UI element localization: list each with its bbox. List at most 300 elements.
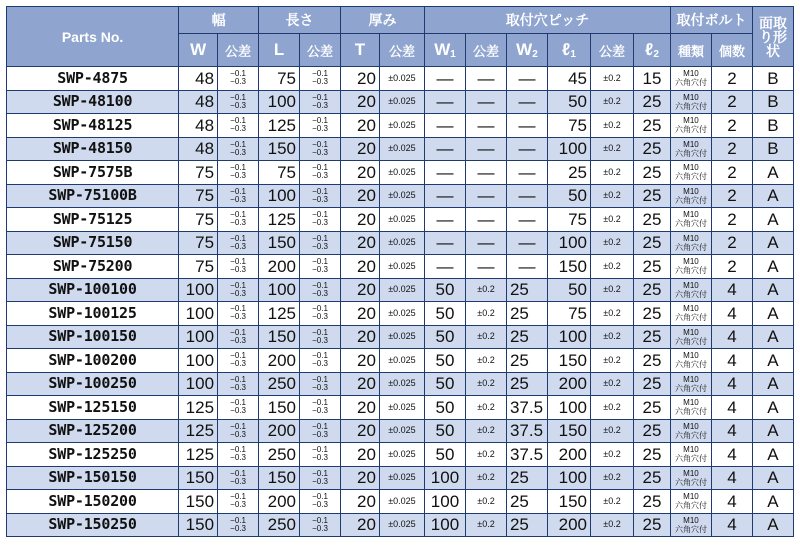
w1-tolerance-cell: ±0.2 <box>465 372 506 396</box>
tolerance-upper: −0.1 <box>230 421 246 431</box>
length-tolerance-cell <box>300 349 341 373</box>
header-w1-sub: 1 <box>450 49 456 60</box>
tolerance-upper: −0.1 <box>230 374 246 384</box>
l1-tolerance-cell: ±0.2 <box>590 419 633 443</box>
bolt-count-cell: 4 <box>711 443 752 467</box>
tolerance-upper: −0.1 <box>230 186 246 196</box>
l1-tolerance-cell: ±0.2 <box>590 278 633 302</box>
table-row <box>7 372 794 396</box>
l2-cell: 25 <box>634 231 671 255</box>
tolerance-upper: −0.1 <box>312 233 328 243</box>
header-width: 幅 <box>179 7 259 34</box>
w2-cell: 25 <box>506 278 547 302</box>
l1-tolerance-cell: ±0.2 <box>590 90 633 114</box>
part-number-cell: SWP-48125 <box>7 114 179 138</box>
l1-cell: 150 <box>547 419 590 443</box>
w1-tolerance-cell: ±0.2 <box>465 302 506 326</box>
tolerance-lower: −0.3 <box>312 218 328 228</box>
bolt-count-cell: 4 <box>711 349 752 373</box>
part-number-cell: SWP-125200 <box>7 419 179 443</box>
w1-cell: — <box>425 114 466 138</box>
tolerance-lower: −0.3 <box>312 429 328 439</box>
l1-cell: 50 <box>547 90 590 114</box>
w2-cell: — <box>506 137 547 161</box>
length-tolerance-cell <box>300 302 341 326</box>
w1-cell: 100 <box>425 513 466 537</box>
l1-cell: 100 <box>547 231 590 255</box>
tolerance-lower: −0.3 <box>230 500 246 510</box>
chamfer-shape-cell: A <box>752 255 793 279</box>
tolerance-lower: −0.3 <box>312 312 328 322</box>
tolerance-lower: −0.3 <box>230 523 246 533</box>
tolerance-lower: −0.3 <box>230 77 246 87</box>
bolt-kind-cell <box>670 466 711 490</box>
header-chamfer-shape: 面取り形状 <box>752 7 793 67</box>
l2-cell: 25 <box>634 513 671 537</box>
bolt-size: M10 <box>683 280 699 290</box>
l2-cell: 15 <box>634 67 671 91</box>
tolerance-lower: −0.3 <box>230 124 246 134</box>
part-number-cell: SWP-125150 <box>7 396 179 420</box>
tolerance-lower: −0.3 <box>230 335 246 345</box>
thickness-tolerance-cell: ±0.025 <box>379 114 424 138</box>
length-cell: 100 <box>259 90 300 114</box>
w1-tolerance-cell: — <box>465 161 506 185</box>
tolerance-lower: −0.3 <box>312 288 328 298</box>
tolerance-upper: −0.1 <box>312 163 328 173</box>
header-w-tolerance: 公差 <box>218 34 259 67</box>
tolerance-lower: −0.3 <box>312 476 328 486</box>
bolt-kind-cell <box>670 137 711 161</box>
length-tolerance-cell <box>300 278 341 302</box>
width-cell: 150 <box>179 466 218 490</box>
length-tolerance-cell <box>300 372 341 396</box>
table-row <box>7 67 794 91</box>
header-l2-label: ℓ <box>645 40 654 59</box>
part-number-cell: SWP-48150 <box>7 137 179 161</box>
length-cell: 100 <box>259 278 300 302</box>
bolt-size: M10 <box>683 116 699 126</box>
bolt-count-cell: 4 <box>711 419 752 443</box>
l2-cell: 25 <box>634 396 671 420</box>
length-tolerance-cell <box>300 513 341 537</box>
tolerance-upper: −0.1 <box>312 351 328 361</box>
tolerance-upper: −0.1 <box>312 492 328 502</box>
width-cell: 125 <box>179 396 218 420</box>
bolt-size: M10 <box>683 186 699 196</box>
part-number-cell: SWP-125250 <box>7 443 179 467</box>
tolerance-upper: −0.1 <box>230 139 246 149</box>
l1-tolerance-cell: ±0.2 <box>590 67 633 91</box>
table-row <box>7 490 794 514</box>
tolerance-lower: −0.3 <box>312 382 328 392</box>
bolt-kind-cell <box>670 325 711 349</box>
l1-tolerance-cell: ±0.2 <box>590 161 633 185</box>
l2-cell: 25 <box>634 443 671 467</box>
w2-cell: 37.5 <box>506 443 547 467</box>
w1-cell: 50 <box>425 302 466 326</box>
length-tolerance-cell <box>300 184 341 208</box>
chamfer-shape-cell: A <box>752 184 793 208</box>
bolt-count-cell: 4 <box>711 490 752 514</box>
thickness-tolerance-cell: ±0.025 <box>379 161 424 185</box>
tolerance-upper: −0.1 <box>230 398 246 408</box>
bolt-count-cell: 2 <box>711 137 752 161</box>
tolerance-upper: −0.1 <box>230 280 246 290</box>
part-number-cell: SWP-48100 <box>7 90 179 114</box>
thickness-cell: 20 <box>341 466 380 490</box>
chamfer-shape-cell: B <box>752 137 793 161</box>
thickness-tolerance-cell: ±0.025 <box>379 302 424 326</box>
tolerance-lower: −0.3 <box>230 288 246 298</box>
thickness-tolerance-cell: ±0.025 <box>379 419 424 443</box>
bolt-size: M10 <box>683 233 699 243</box>
table-row <box>7 208 794 232</box>
thickness-tolerance-cell: ±0.025 <box>379 372 424 396</box>
l1-tolerance-cell: ±0.2 <box>590 184 633 208</box>
tolerance-upper: −0.1 <box>230 304 246 314</box>
tolerance-lower: −0.3 <box>230 241 246 251</box>
w2-cell: — <box>506 67 547 91</box>
l1-tolerance-cell: ±0.2 <box>590 396 633 420</box>
part-number-cell: SWP-75100B <box>7 184 179 208</box>
table-row <box>7 443 794 467</box>
l1-cell: 75 <box>547 114 590 138</box>
w1-tolerance-cell: — <box>465 255 506 279</box>
width-tolerance-cell <box>218 114 259 138</box>
thickness-tolerance-cell: ±0.025 <box>379 90 424 114</box>
tolerance-upper: −0.1 <box>312 421 328 431</box>
tolerance-upper: −0.1 <box>312 374 328 384</box>
header-thickness: 厚み <box>341 7 425 34</box>
l1-cell: 150 <box>547 255 590 279</box>
l1-tolerance-cell: ±0.2 <box>590 137 633 161</box>
bolt-kind-cell <box>670 67 711 91</box>
length-cell: 125 <box>259 208 300 232</box>
l1-tolerance-cell: ±0.2 <box>590 490 633 514</box>
w2-cell: — <box>506 114 547 138</box>
l1-cell: 45 <box>547 67 590 91</box>
bolt-kind-cell <box>670 443 711 467</box>
length-tolerance-cell <box>300 208 341 232</box>
header-bolt-count: 個数 <box>711 34 752 67</box>
l2-cell: 25 <box>634 325 671 349</box>
table-row <box>7 90 794 114</box>
header-t-tolerance: 公差 <box>379 34 424 67</box>
length-tolerance-cell <box>300 161 341 185</box>
thickness-cell: 20 <box>341 161 380 185</box>
thickness-cell: 20 <box>341 114 380 138</box>
w1-cell: 50 <box>425 443 466 467</box>
length-cell: 200 <box>259 490 300 514</box>
w1-tolerance-cell: — <box>465 184 506 208</box>
bolt-type: 六角穴付 <box>674 148 707 158</box>
chamfer-shape-cell: A <box>752 349 793 373</box>
w1-cell: — <box>425 255 466 279</box>
thickness-tolerance-cell: ±0.025 <box>379 396 424 420</box>
thickness-tolerance-cell: ±0.025 <box>379 67 424 91</box>
l1-tolerance-cell: ±0.2 <box>590 302 633 326</box>
bolt-kind-cell <box>670 490 711 514</box>
spec-table-container <box>6 6 794 537</box>
tolerance-upper: −0.1 <box>312 515 328 525</box>
length-cell: 150 <box>259 231 300 255</box>
w2-cell: 25 <box>506 490 547 514</box>
width-cell: 100 <box>179 325 218 349</box>
tolerance-upper: −0.1 <box>312 327 328 337</box>
header-l1-sub: 1 <box>570 49 576 60</box>
w1-tolerance-cell: ±0.2 <box>465 443 506 467</box>
bolt-size: M10 <box>683 327 699 337</box>
tolerance-upper: −0.1 <box>230 351 246 361</box>
thickness-tolerance-cell: ±0.025 <box>379 325 424 349</box>
tolerance-upper: −0.1 <box>230 116 246 126</box>
table-row <box>7 466 794 490</box>
length-cell: 250 <box>259 513 300 537</box>
w1-tolerance-cell: ±0.2 <box>465 513 506 537</box>
w2-cell: — <box>506 184 547 208</box>
width-tolerance-cell <box>218 255 259 279</box>
length-cell: 200 <box>259 255 300 279</box>
tolerance-upper: −0.1 <box>230 92 246 102</box>
l1-cell: 75 <box>547 208 590 232</box>
w1-cell: 50 <box>425 278 466 302</box>
l1-tolerance-cell: ±0.2 <box>590 349 633 373</box>
table-body <box>7 67 794 537</box>
tolerance-lower: −0.3 <box>312 100 328 110</box>
chamfer-shape-cell: A <box>752 161 793 185</box>
l1-cell: 100 <box>547 466 590 490</box>
bolt-kind-cell <box>670 396 711 420</box>
bolt-kind-cell <box>670 278 711 302</box>
header-l1-tolerance: 公差 <box>590 34 633 67</box>
width-tolerance-cell <box>218 161 259 185</box>
bolt-kind-cell <box>670 208 711 232</box>
tolerance-lower: −0.3 <box>230 147 246 157</box>
tolerance-upper: −0.1 <box>230 257 246 267</box>
table-row <box>7 302 794 326</box>
l2-cell: 25 <box>634 208 671 232</box>
l1-tolerance-cell: ±0.2 <box>590 208 633 232</box>
length-cell: 250 <box>259 443 300 467</box>
header-w2-sub: 2 <box>532 49 538 60</box>
header-bolt: 取付ボルト <box>670 7 752 34</box>
length-tolerance-cell <box>300 137 341 161</box>
w1-cell: 50 <box>425 349 466 373</box>
bolt-size: M10 <box>683 515 699 525</box>
bolt-count-cell: 2 <box>711 184 752 208</box>
l2-cell: 25 <box>634 372 671 396</box>
w1-cell: — <box>425 90 466 114</box>
bolt-type: 六角穴付 <box>674 172 707 182</box>
length-cell: 75 <box>259 161 300 185</box>
thickness-cell: 20 <box>341 349 380 373</box>
bolt-kind-cell <box>670 90 711 114</box>
bolt-type: 六角穴付 <box>674 477 707 487</box>
part-number-cell: SWP-75125 <box>7 208 179 232</box>
w1-cell: 50 <box>425 396 466 420</box>
table-header <box>7 7 794 67</box>
tolerance-upper: −0.1 <box>312 139 328 149</box>
l2-cell: 25 <box>634 90 671 114</box>
bolt-count-cell: 4 <box>711 396 752 420</box>
width-cell: 150 <box>179 513 218 537</box>
chamfer-shape-cell: A <box>752 396 793 420</box>
w1-tolerance-cell: ±0.2 <box>465 490 506 514</box>
bolt-count-cell: 4 <box>711 325 752 349</box>
bolt-size: M10 <box>683 69 699 79</box>
w1-cell: — <box>425 67 466 91</box>
tolerance-upper: −0.1 <box>312 398 328 408</box>
length-tolerance-cell <box>300 466 341 490</box>
bolt-kind-cell <box>670 349 711 373</box>
l2-cell: 25 <box>634 419 671 443</box>
header-l1-label: ℓ <box>562 40 571 59</box>
length-cell: 200 <box>259 419 300 443</box>
length-cell: 125 <box>259 114 300 138</box>
tolerance-lower: −0.3 <box>230 382 246 392</box>
thickness-cell: 20 <box>341 255 380 279</box>
w1-cell: — <box>425 184 466 208</box>
tolerance-lower: −0.3 <box>312 147 328 157</box>
w2-cell: — <box>506 231 547 255</box>
bolt-kind-cell <box>670 114 711 138</box>
width-cell: 75 <box>179 208 218 232</box>
tolerance-lower: −0.3 <box>312 500 328 510</box>
width-cell: 48 <box>179 114 218 138</box>
part-number-cell: SWP-75200 <box>7 255 179 279</box>
header-w1-label: W <box>434 40 451 59</box>
thickness-tolerance-cell: ±0.025 <box>379 255 424 279</box>
bolt-count-cell: 2 <box>711 114 752 138</box>
chamfer-shape-cell: A <box>752 278 793 302</box>
table-row <box>7 114 794 138</box>
w1-tolerance-cell: — <box>465 231 506 255</box>
bolt-count-cell: 2 <box>711 255 752 279</box>
w2-cell: — <box>506 255 547 279</box>
tolerance-upper: −0.1 <box>312 257 328 267</box>
bolt-type: 六角穴付 <box>674 289 707 299</box>
bolt-type: 六角穴付 <box>674 360 707 370</box>
bolt-kind-cell <box>670 231 711 255</box>
width-tolerance-cell <box>218 349 259 373</box>
l2-cell: 25 <box>634 302 671 326</box>
w1-cell: — <box>425 137 466 161</box>
w2-cell: 25 <box>506 513 547 537</box>
chamfer-shape-cell: A <box>752 208 793 232</box>
bolt-type: 六角穴付 <box>674 101 707 111</box>
thickness-tolerance-cell: ±0.025 <box>379 231 424 255</box>
w1-cell: 50 <box>425 325 466 349</box>
bolt-type: 六角穴付 <box>674 430 707 440</box>
l2-cell: 25 <box>634 184 671 208</box>
table-row <box>7 137 794 161</box>
table-row <box>7 513 794 537</box>
header-length: 長さ <box>259 7 341 34</box>
w1-tolerance-cell: ±0.2 <box>465 396 506 420</box>
thickness-tolerance-cell: ±0.025 <box>379 208 424 232</box>
length-cell: 250 <box>259 372 300 396</box>
bolt-type: 六角穴付 <box>674 78 707 88</box>
header-w2-label: W <box>516 40 533 59</box>
width-tolerance-cell <box>218 137 259 161</box>
part-number-cell: SWP-100125 <box>7 302 179 326</box>
width-tolerance-cell <box>218 466 259 490</box>
width-cell: 125 <box>179 419 218 443</box>
width-tolerance-cell <box>218 513 259 537</box>
length-cell: 150 <box>259 396 300 420</box>
tolerance-upper: −0.1 <box>230 210 246 220</box>
w1-tolerance-cell: ±0.2 <box>465 466 506 490</box>
w1-tolerance-cell: ±0.2 <box>465 325 506 349</box>
width-cell: 75 <box>179 161 218 185</box>
l1-tolerance-cell: ±0.2 <box>590 372 633 396</box>
tolerance-lower: −0.3 <box>312 406 328 416</box>
bolt-kind-cell <box>670 372 711 396</box>
bolt-kind-cell <box>670 302 711 326</box>
thickness-cell: 20 <box>341 90 380 114</box>
width-cell: 48 <box>179 90 218 114</box>
length-tolerance-cell <box>300 490 341 514</box>
bolt-size: M10 <box>683 421 699 431</box>
tolerance-lower: −0.3 <box>312 194 328 204</box>
w1-cell: 50 <box>425 419 466 443</box>
thickness-cell: 20 <box>341 443 380 467</box>
thickness-cell: 20 <box>341 490 380 514</box>
tolerance-upper: −0.1 <box>230 69 246 79</box>
header-w: W <box>179 34 218 67</box>
tolerance-lower: −0.3 <box>230 312 246 322</box>
w2-cell: 37.5 <box>506 419 547 443</box>
thickness-tolerance-cell: ±0.025 <box>379 466 424 490</box>
tolerance-lower: −0.3 <box>312 523 328 533</box>
l2-cell: 25 <box>634 137 671 161</box>
l1-tolerance-cell: ±0.2 <box>590 466 633 490</box>
bolt-size: M10 <box>683 351 699 361</box>
part-number-cell: SWP-150250 <box>7 513 179 537</box>
table-row <box>7 325 794 349</box>
bolt-type: 六角穴付 <box>674 383 707 393</box>
bolt-size: M10 <box>683 304 699 314</box>
thickness-tolerance-cell: ±0.025 <box>379 349 424 373</box>
width-cell: 100 <box>179 372 218 396</box>
l1-tolerance-cell: ±0.2 <box>590 325 633 349</box>
w2-cell: 25 <box>506 372 547 396</box>
tolerance-lower: −0.3 <box>312 359 328 369</box>
bolt-kind-cell <box>670 255 711 279</box>
length-cell: 150 <box>259 325 300 349</box>
length-tolerance-cell <box>300 396 341 420</box>
bolt-size: M10 <box>683 445 699 455</box>
width-tolerance-cell <box>218 443 259 467</box>
l1-cell: 150 <box>547 490 590 514</box>
l2-cell: 25 <box>634 114 671 138</box>
thickness-cell: 20 <box>341 302 380 326</box>
tolerance-upper: −0.1 <box>312 210 328 220</box>
chamfer-shape-cell: A <box>752 443 793 467</box>
tolerance-lower: −0.3 <box>312 241 328 251</box>
bolt-size: M10 <box>683 163 699 173</box>
tolerance-lower: −0.3 <box>312 335 328 345</box>
tolerance-upper: −0.1 <box>230 445 246 455</box>
thickness-tolerance-cell: ±0.025 <box>379 184 424 208</box>
tolerance-lower: −0.3 <box>312 77 328 87</box>
thickness-cell: 20 <box>341 184 380 208</box>
l1-cell: 50 <box>547 278 590 302</box>
length-tolerance-cell <box>300 325 341 349</box>
length-cell: 150 <box>259 137 300 161</box>
width-tolerance-cell <box>218 372 259 396</box>
